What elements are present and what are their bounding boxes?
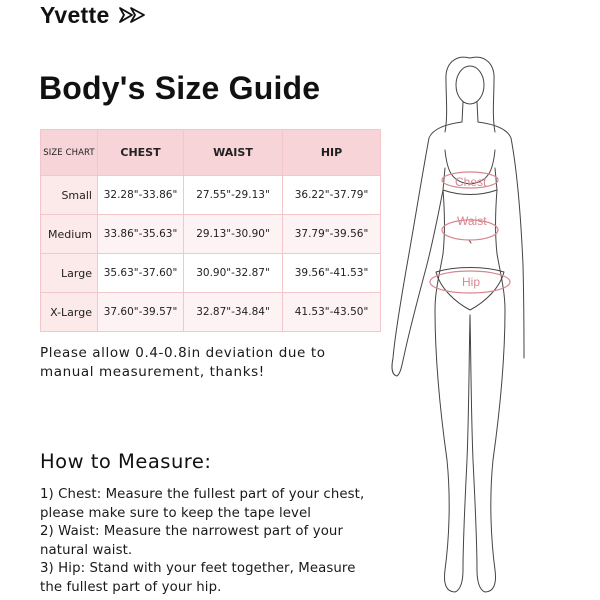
waist-cell: 29.13"-30.90" (184, 215, 283, 254)
instruction-line: natural waist. (40, 542, 133, 558)
torso-right (496, 190, 506, 310)
right-leg-outline (470, 310, 505, 592)
waist-cell: 32.87"-34.84" (184, 293, 283, 332)
waist-cell: 30.90"-32.87" (184, 254, 283, 293)
hip-label: Hip (462, 275, 481, 289)
body-measurement-figure (385, 40, 525, 600)
hip-cell: 41.53"-43.50" (283, 293, 381, 332)
right-arm-outline (478, 122, 524, 358)
instruction-line: the fullest part of your hip. (40, 579, 222, 595)
hair-outline (445, 57, 495, 132)
table-corner-label: SIZE CHART (41, 130, 98, 176)
table-header-row (41, 130, 381, 176)
instruction-line: 1) Chest: Measure the fullest part of your chest, (40, 487, 365, 502)
deviation-note (40, 344, 380, 382)
how-to-measure-heading: How to Measure: (40, 450, 212, 473)
column-header-waist: WAIST (184, 130, 283, 176)
chest-cell: 37.60"-39.57" (98, 293, 184, 332)
chest-cell: 35.63"-37.60" (98, 254, 184, 293)
note-line: Please allow 0.4-0.8in deviation due to (40, 345, 326, 361)
neck-outline (462, 102, 478, 122)
chest-cell: 32.28"-33.86" (98, 176, 184, 215)
size-chart-table (40, 129, 381, 332)
column-header-hip: HIP (283, 130, 381, 176)
instruction-line: please make sure to keep the tape level (40, 505, 312, 521)
waist-label: Waist (457, 214, 487, 228)
brand-name: Yvette (40, 1, 110, 28)
double-arrow-logo-icon (118, 6, 150, 24)
row-size-label: X-Large (41, 293, 98, 332)
instruction-line: 3) Hip: Stand with your feet together, Measure (40, 561, 356, 577)
row-size-label: Large (41, 254, 98, 293)
table-row (41, 215, 381, 254)
instruction-line: 2) Waist: Measure the narrowest part of your (40, 524, 344, 540)
hip-cell: 36.22"-37.79" (283, 176, 381, 215)
chest-cell: 33.86"-35.63" (98, 215, 184, 254)
table-row (41, 176, 381, 215)
table-row (41, 254, 381, 293)
waist-cell: 27.55"-29.13" (184, 176, 283, 215)
row-size-label: Medium (41, 215, 98, 254)
chest-label: Chest (455, 175, 487, 189)
page-title: Body's Size Guide (39, 70, 321, 106)
table-row (41, 293, 381, 332)
measure-instructions (40, 486, 400, 598)
hip-cell: 39.56"-41.53" (283, 254, 381, 293)
head-outline (456, 66, 484, 104)
left-arm-outline (392, 122, 462, 376)
note-line: manual measurement, thanks! (40, 364, 265, 380)
brand (40, 2, 150, 28)
column-header-chest: CHEST (98, 130, 184, 176)
row-size-label: Small (41, 176, 98, 215)
hip-cell: 37.79"-39.56" (283, 215, 381, 254)
left-leg-outline (435, 310, 470, 592)
